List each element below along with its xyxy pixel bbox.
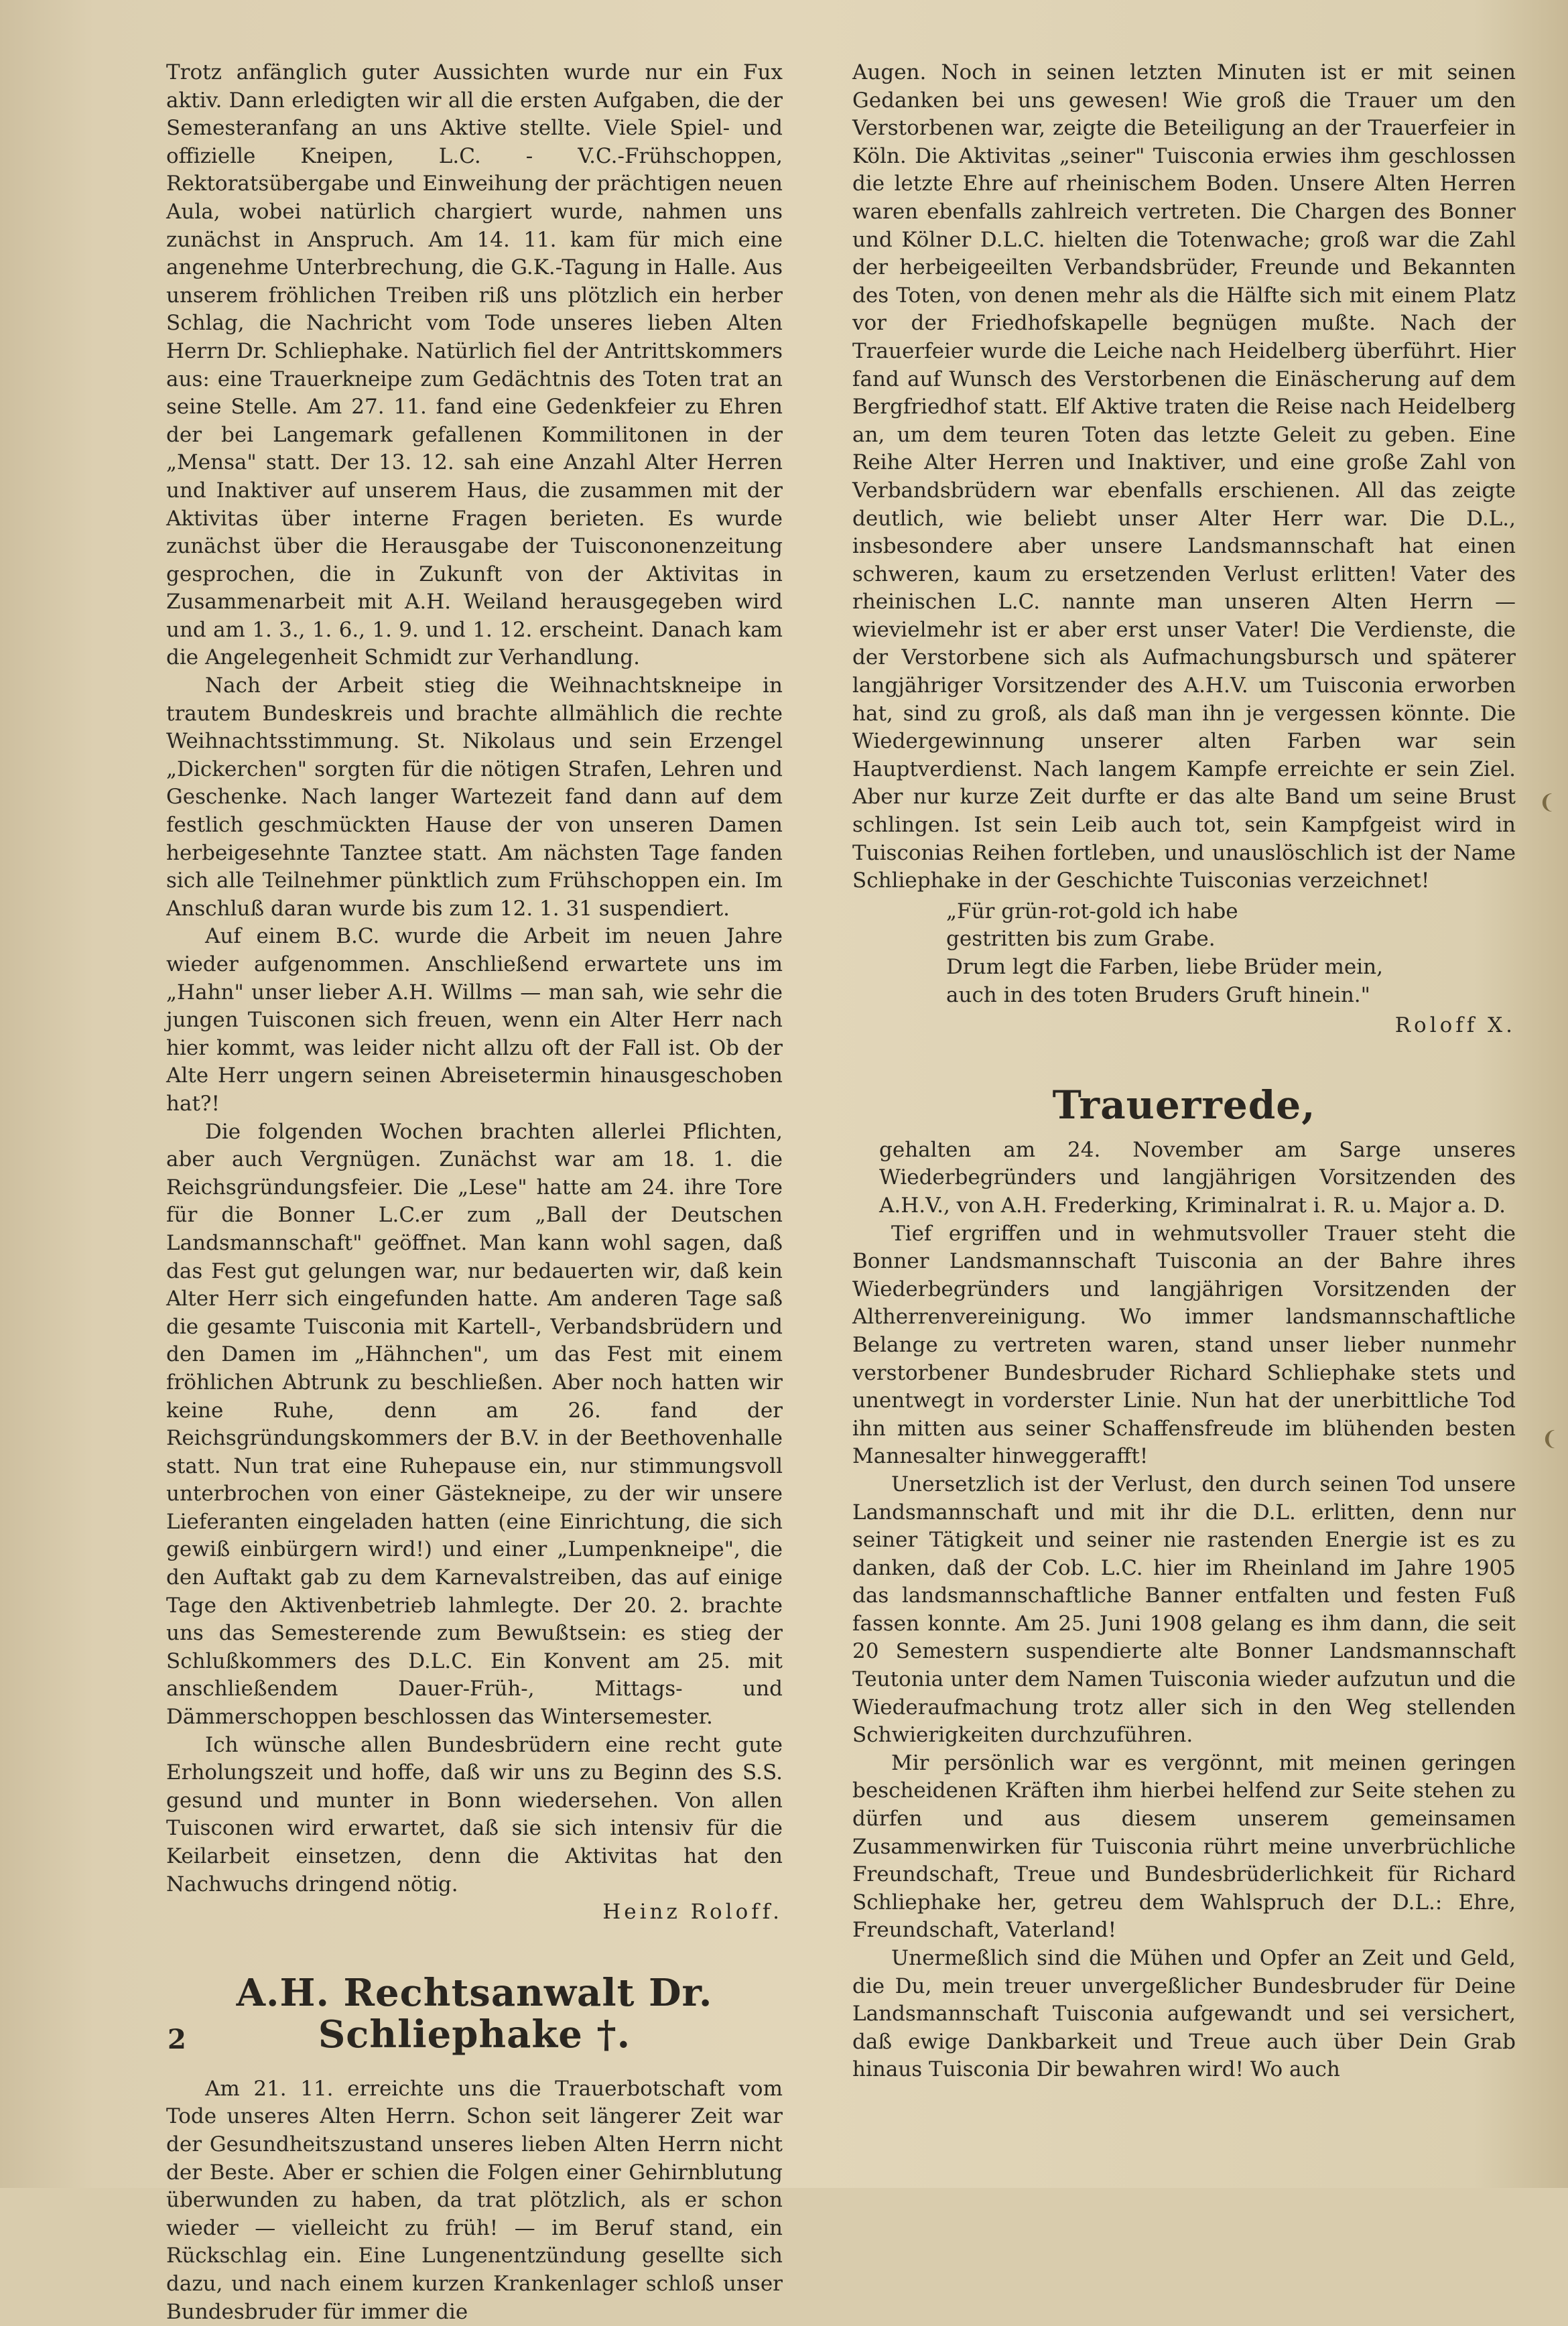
speech-subtitle: gehalten am 24. November am Sarge unseres Wiederbegründers und langjährigen Vorsitzenden des A.H.V., von A.H. Frederking, Kriminalrat i. R. u. Major a. D. <box>879 1137 1516 1218</box>
report-signature: Heinz Roloff. <box>602 1900 783 1925</box>
binding-mark: ❨ <box>1541 1427 1559 1451</box>
poem <box>946 898 1516 1009</box>
right-column <box>852 59 1516 2084</box>
report-paragraph-3: Auf einem B.C. wurde die Arbeit im neuen Jahre wieder aufgenommen. Anschließend erwartete uns im „Hahn" unser lieber A.H. Willms — man sah, wie sehr die jungen Tuisconen sich freuen, wenn ein Alter Herr nach hier kommt, was leider nicht allzu oft der Fall ist. Ob der Alte Herr ungern seinen Abreisetermin hinausgeschoben hat?! <box>166 924 783 1116</box>
poem-line: Drum legt die Farben, liebe Brüder mein, <box>946 955 1383 979</box>
speech-heading: Trauerrede, <box>1052 1082 1316 1128</box>
poem-line: auch in des toten Bruders Gruft hinein." <box>946 982 1370 1007</box>
left-column <box>166 59 783 2326</box>
obituary-continued: Augen. Noch in seinen letzten Minuten ist er mit seinen Gedanken bei uns gewesen! Wie groß die Trauer um den Verstorbenen war, zeigte die Beteiligung an der Trauerfeier in Köln. Die Aktivitas „seiner" Tuisconia erwies ihm geschlossen die letzte Ehre auf rheinischem Boden. Unsere Alten Herren waren ebenfalls zahlreich vertreten. Die Chargen des Bonner und Kölner D.L.C. hielten die Totenwache; groß war die Zahl der herbeigeeilten Verbandsbrüder, Freunde und Bekannten des Toten, von denen mehr als die Hälfte sich mit einem Platz vor der Friedhofskapelle begnügen mußte. Nach der Trauerfeier wurde die Leiche nach Heidelberg überführt. Hier fand auf Wunsch des Verstorbenen die Einäscherung auf dem Bergfriedhof statt. Elf Aktive traten die Reise nach Heidelberg an, um dem teuren Toten das letzte Geleit zu geben. Eine Reihe Alter Herren und Inaktiver, und eine große Zahl von Verbandsbrüdern war ebenfalls erschienen. All das zeigte deutlich, wie beliebt unser Alter Herr war. Die D.L., insbesondere aber unsere Landsmannschaft hat einen schweren, kaum zu ersetzenden Verlust erlitten! Vater des rheinischen L.C. nannte man unseren Alten Herrn — wievielmehr ist er aber erst unser Vater! Die Verdienste, die der Verstorbene sich als Aufmachungsbursch und späterer langjähriger Vorsitzender des A.H.V. um Tuisconia erworben hat, sind zu groß, als daß man ihn je vergessen könnte. Die Wiedergewinnung unserer alten Farben war sein Hauptverdienst. Nach langem Kampfe erreichte er sein Ziel. Aber nur kurze Zeit durfte er das alte Band um seine Brust schlingen. Ist sein Leib auch tot, sein Kampfgeist wird in Tuisconias Reihen fortleben, und unauslöschlich ist der Name Schliephake in der Geschichte Tuisconias verzeichnet! <box>852 60 1516 893</box>
speech-paragraph-1: Tief ergriffen und in wehmutsvoller Trauer steht die Bonner Landsmannschaft Tuisconia an der Bahre ihres Wiederbegründers und langjährigen Vorsitzenden der Altherrenvereinigung. Wo immer landsmannschaftliche Belange zu vertreten waren, stand unser lieber nunmehr verstorbener Bundesbruder Richard Schliephake stets und unentwegt in vorderster Linie. Nun hat der unerbittliche Tod ihn mitten aus seiner Schaffensfreude im blühenden besten Mannesalter hinweggerafft! <box>852 1221 1516 1469</box>
report-paragraph-4: Die folgenden Wochen brachten allerlei Pflichten, aber auch Vergnügen. Zunächst war am 18. 1. die Reichsgründungsfeier. Die „Lese" hatte am 24. ihre Tore für die Bonner L.C.er zum „Ball der Deutschen Landsmannschaft" geöffnet. Man kann wohl sagen, daß das Fest gut gelungen war, nur bedauerten wir, daß kein Alter Herr sich eingefunden hatte. Am anderen Tage saß die gesamte Tuisconia mit Kartell-, Verbandsbrüdern und den Damen im „Hähnchen", um das Fest mit einem fröhlichen Abtrunk zu beschließen. Aber noch hatten wir keine Ruhe, denn am 26. fand der Reichsgründungskommers der B.V. in der Beethovenhalle statt. Nun trat eine Ruhepause ein, nur stimmungsvoll unterbrochen von einer Gästekneipe, zu der wir unsere Lieferanten eingeladen hatten (eine Einrichtung, die sich gewiß einbürgern wird!) und einer „Lumpenkneipe", die den Auftakt gab zu dem Karnevalstreiben, das auf einige Tage den Aktivenbetrieb lahmlegte. Der 20. 2. brachte uns das Semesterende zum Bewußtsein: es stieg der Schlußkommers des D.L.C. Ein Konvent am 25. mit anschließendem Dauer-Früh-, Mittags- und Dämmerschoppen beschlossen das Wintersemester. <box>166 1119 783 1730</box>
obituary-heading: A.H. Rechtsanwalt Dr. Schliephake †. <box>236 1970 713 2057</box>
poem-line: „Für grün-rot-gold ich habe <box>946 899 1238 923</box>
poem-signature: Roloff X. <box>1394 1013 1516 1038</box>
report-paragraph-1: Trotz anfänglich guter Aussichten wurde nur ein Fux aktiv. Dann erledigten wir all die ersten Aufgaben, die der Semesteranfang an uns Aktive stellte. Viele Spiel- und offizielle Kneipen, L.C. - V.C.-Frühschoppen, Rektoratsübergabe und Einweihung der prächtigen neuen Aula, wobei natürlich chargiert wurde, nahmen uns zunächst in Anspruch. Am 14. 11. kam für mich eine angenehme Unterbrechung, die G.K.-Tagung in Halle. Aus unserem fröhlichen Treiben riß uns plötzlich ein herber Schlag, die Nachricht vom Tode unseres lieben Alten Herrn Dr. Schliephake. Natürlich fiel der Antrittskommers aus: eine Trauerkneipe zum Gedächtnis des Toten trat an seine Stelle. Am 27. 11. fand eine Gedenkfeier zu Ehren der bei Langemark gefallenen Kommilitonen in der „Mensa" statt. Der 13. 12. sah eine Anzahl Alter Herren und Inaktiver auf unserem Haus, die zusammen mit der Aktivitas über interne Fragen berieten. Es wurde zunächst über die Herausgabe der Tuiscononenzeitung gesprochen, die in Zukunft von der Aktivitas in Zusammenarbeit mit A.H. Weiland herausgegeben wird und am 1. 3., 1. 6., 1. 9. und 1. 12. erscheint. Danach kam die Angelegenheit Schmidt zur Verhandlung. <box>166 60 783 670</box>
speech-paragraph-4: Unermeßlich sind die Mühen und Opfer an Zeit und Geld, die Du, mein treuer unvergeßlicher Bundesbruder für Deine Landsmannschaft Tuisconia aufgewandt und sei versichert, daß ewige Dankbarkeit und Treue auch über Dein Grab hinaus Tuisconia Dir bewahren wird! Wo auch <box>852 1946 1516 2082</box>
speech-paragraph-2: Unersetzlich ist der Verlust, den durch seinen Tod unsere Landsmannschaft und mit ihr die D.L. erlitten, denn nur seiner Tätigkeit und seiner nie rastenden Energie ist es zu danken, daß der Cob. L.C. hier im Rheinland im Jahre 1905 das landsmannschaftliche Banner entfalten und festen Fuß fassen konnte. Am 25. Juni 1908 gelang es ihm dann, die seit 20 Semestern suspendierte alte Bonner Landsmannschaft Teutonia unter dem Namen Tuisconia wieder aufzutun und die Wiederaufmachung trotz aller sich in den Weg stellenden Schwierigkeiten durchzuführen. <box>852 1472 1516 1748</box>
binding-mark: ❨ <box>1539 791 1556 814</box>
obituary-paragraph: Am 21. 11. erreichte uns die Trauerbotschaft vom Tode unseres Alten Herrn. Schon seit längerer Zeit war der Gesundheitszustand unseres lieben Alten Herrn nicht der Beste. Aber er schien die Folgen einer Gehirnblutung überwunden zu haben, da trat plötzlich, als er schon wieder — vielleicht zu früh! — im Beruf stand, ein Rückschlag ein. Eine Lungenentzündung gesellte sich dazu, und nach einem kurzen Krankenlager schloß unser Bundesbruder für immer die <box>166 2076 783 2324</box>
page-number: 2 <box>168 2024 186 2055</box>
poem-line: gestritten bis zum Grabe. <box>946 927 1216 952</box>
report-paragraph-2: Nach der Arbeit stieg die Weihnachtskneipe in trautem Bundeskreis und brachte allmählich die rechte Weihnachtsstimmung. St. Nikolaus und sein Erzengel „Dickerchen" sorgten für die nötigen Strafen, Lehren und Geschenke. Nach langer Wartezeit fand dann auf dem festlich geschmückten Hause der von unseren Damen herbeigesehnte Tanztee statt. Am nächsten Tage fanden sich alle Teilnehmer pünktlich zum Frühschoppen ein. Im Anschluß daran wurde bis zum 12. 1. 31 suspendiert. <box>166 673 783 921</box>
report-paragraph-5: Ich wünsche allen Bundesbrüdern eine recht gute Erholungszeit und hoffe, daß wir uns zu Beginn des S.S. gesund und munter in Bonn wiedersehen. Von allen Tuisconen wird erwartet, daß sie sich intensiv für die Keilarbeit einsetzen, denn die Aktivitas hat den Nachwuchs dringend nötig. <box>166 1732 783 1896</box>
speech-paragraph-3: Mir persönlich war es vergönnt, mit meinen geringen bescheidenen Kräften ihm hierbei helfend zur Seite stehen zu dürfen und aus diesem unserem gemeinsamen Zusammenwirken für Tuisconia rührt meine unverbrüchliche Freundschaft, Treue und Bundesbrüderlichkeit für Richard Schliephake her, getreu dem Wahlspruch der D.L.: Ehre, Freundschaft, Vaterland! <box>852 1750 1516 1943</box>
